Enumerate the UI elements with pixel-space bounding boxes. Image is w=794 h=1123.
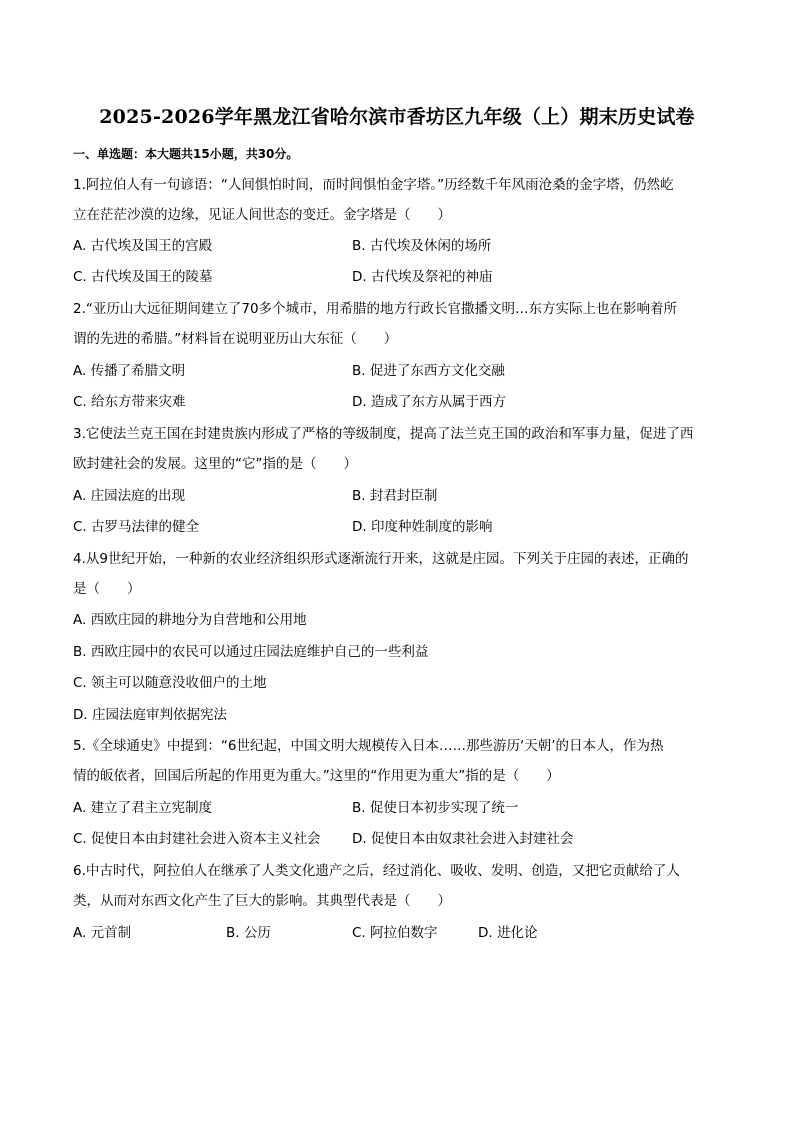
question-2-option-d: D. 造成了东方从属于西方 [352, 394, 506, 410]
question-6-option-b: B. 公历 [226, 925, 271, 941]
question-1-option-a: A. 古代埃及国王的宫殿 [73, 238, 213, 254]
question-3-option-c: C. 古罗马法律的健全 [73, 519, 200, 535]
question-3-option-b: B. 封君封臣制 [352, 488, 438, 504]
question-5-stem-line-1: 5.《全球通史》中提到：“6世纪起，中国文明大规模传入日本……那些游历‘天朝’的日本人，作为热 [73, 738, 664, 754]
question-5-option-c: C. 促使日本由封建社会进入资本主义社会 [73, 831, 321, 847]
question-4-stem-line-2: 是（ ） [73, 581, 141, 597]
question-5-stem-line-2: 情的皈依者，回国后所起的作用更为重大。”这里的“作用更为重大”指的是（ ） [73, 768, 560, 784]
question-1-option-d: D. 古代埃及祭祀的神庙 [352, 269, 493, 285]
question-5-option-b: B. 促使日本初步实现了统一 [352, 800, 519, 816]
question-4-option-a: A. 西欧庄园的耕地分为自营地和公用地 [73, 612, 307, 628]
section-heading: 一、单选题：本大题共15小题，共30分。 [73, 147, 299, 161]
question-3-stem-line-2: 欧封建社会的发展。这里的“它”指的是（ ） [73, 456, 357, 472]
question-6-option-a: A. 元首制 [73, 925, 132, 941]
question-3-option-a: A. 庄园法庭的出现 [73, 488, 186, 504]
question-1-option-c: C. 古代埃及国王的陵墓 [73, 269, 213, 285]
question-2-option-a: A. 传播了希腊文明 [73, 363, 186, 379]
question-3-option-d: D. 印度种姓制度的影响 [352, 519, 493, 535]
question-5-option-a: A. 建立了君主立宪制度 [73, 800, 213, 816]
question-6-stem-line-2: 类，从而对东西文化产生了巨大的影响。其典型代表是（ ） [73, 893, 451, 909]
question-4-stem-line-1: 4.从9世纪开始，一种新的农业经济组织形式逐渐流行开来，这就是庄园。下列关于庄园的表述，正确的 [73, 551, 689, 567]
question-5-option-d: D. 促使日本由奴隶社会进入封建社会 [352, 831, 574, 847]
question-4-option-b: B. 西欧庄园中的农民可以通过庄园法庭维护自己的一些利益 [73, 644, 429, 660]
question-4-option-d: D. 庄园法庭审判依据宪法 [73, 707, 227, 723]
question-2-stem-line-1: 2.“亚历山大远征期间建立了70多个城市，用希腊的地方行政长官撒播文明…东方实际上也在影响着所 [73, 301, 678, 317]
question-3-stem-line-1: 3.它使法兰克王国在封建贵族内形成了严格的等级制度，提高了法兰克王国的政治和军事力量，促进了西 [73, 426, 694, 442]
question-2-stem-line-2: 谓的先进的希腊。”材料旨在说明亚历山大东征（ ） [73, 331, 398, 347]
question-6-option-d: D. 进化论 [478, 925, 538, 941]
exam-title: 2025-2026学年黑龙江省哈尔滨市香坊区九年级（上）期末历史试卷 [99, 106, 695, 128]
question-4-option-c: C. 领主可以随意没收佃户的土地 [73, 675, 267, 691]
question-2-option-b: B. 促进了东西方文化交融 [352, 363, 505, 379]
question-1-stem-line-1: 1.阿拉伯人有一句谚语：“人间惧怕时间，而时间惧怕金字塔。”历经数千年风雨沧桑的金字塔，仍然屹 [73, 177, 674, 193]
question-2-option-c: C. 给东方带来灾难 [73, 394, 186, 410]
question-6-stem-line-1: 6.中古时代，阿拉伯人在继承了人类文化遗产之后，经过消化、吸收、发明、创造，又把它贡献给了人 [73, 863, 680, 879]
question-1-stem-line-2: 立在茫茫沙漠的边缘，见证人间世态的变迁。金字塔是（ ） [73, 207, 451, 223]
question-6-option-c: C. 阿拉伯数字 [352, 925, 438, 941]
question-1-option-b: B. 古代埃及休闲的场所 [352, 238, 492, 254]
